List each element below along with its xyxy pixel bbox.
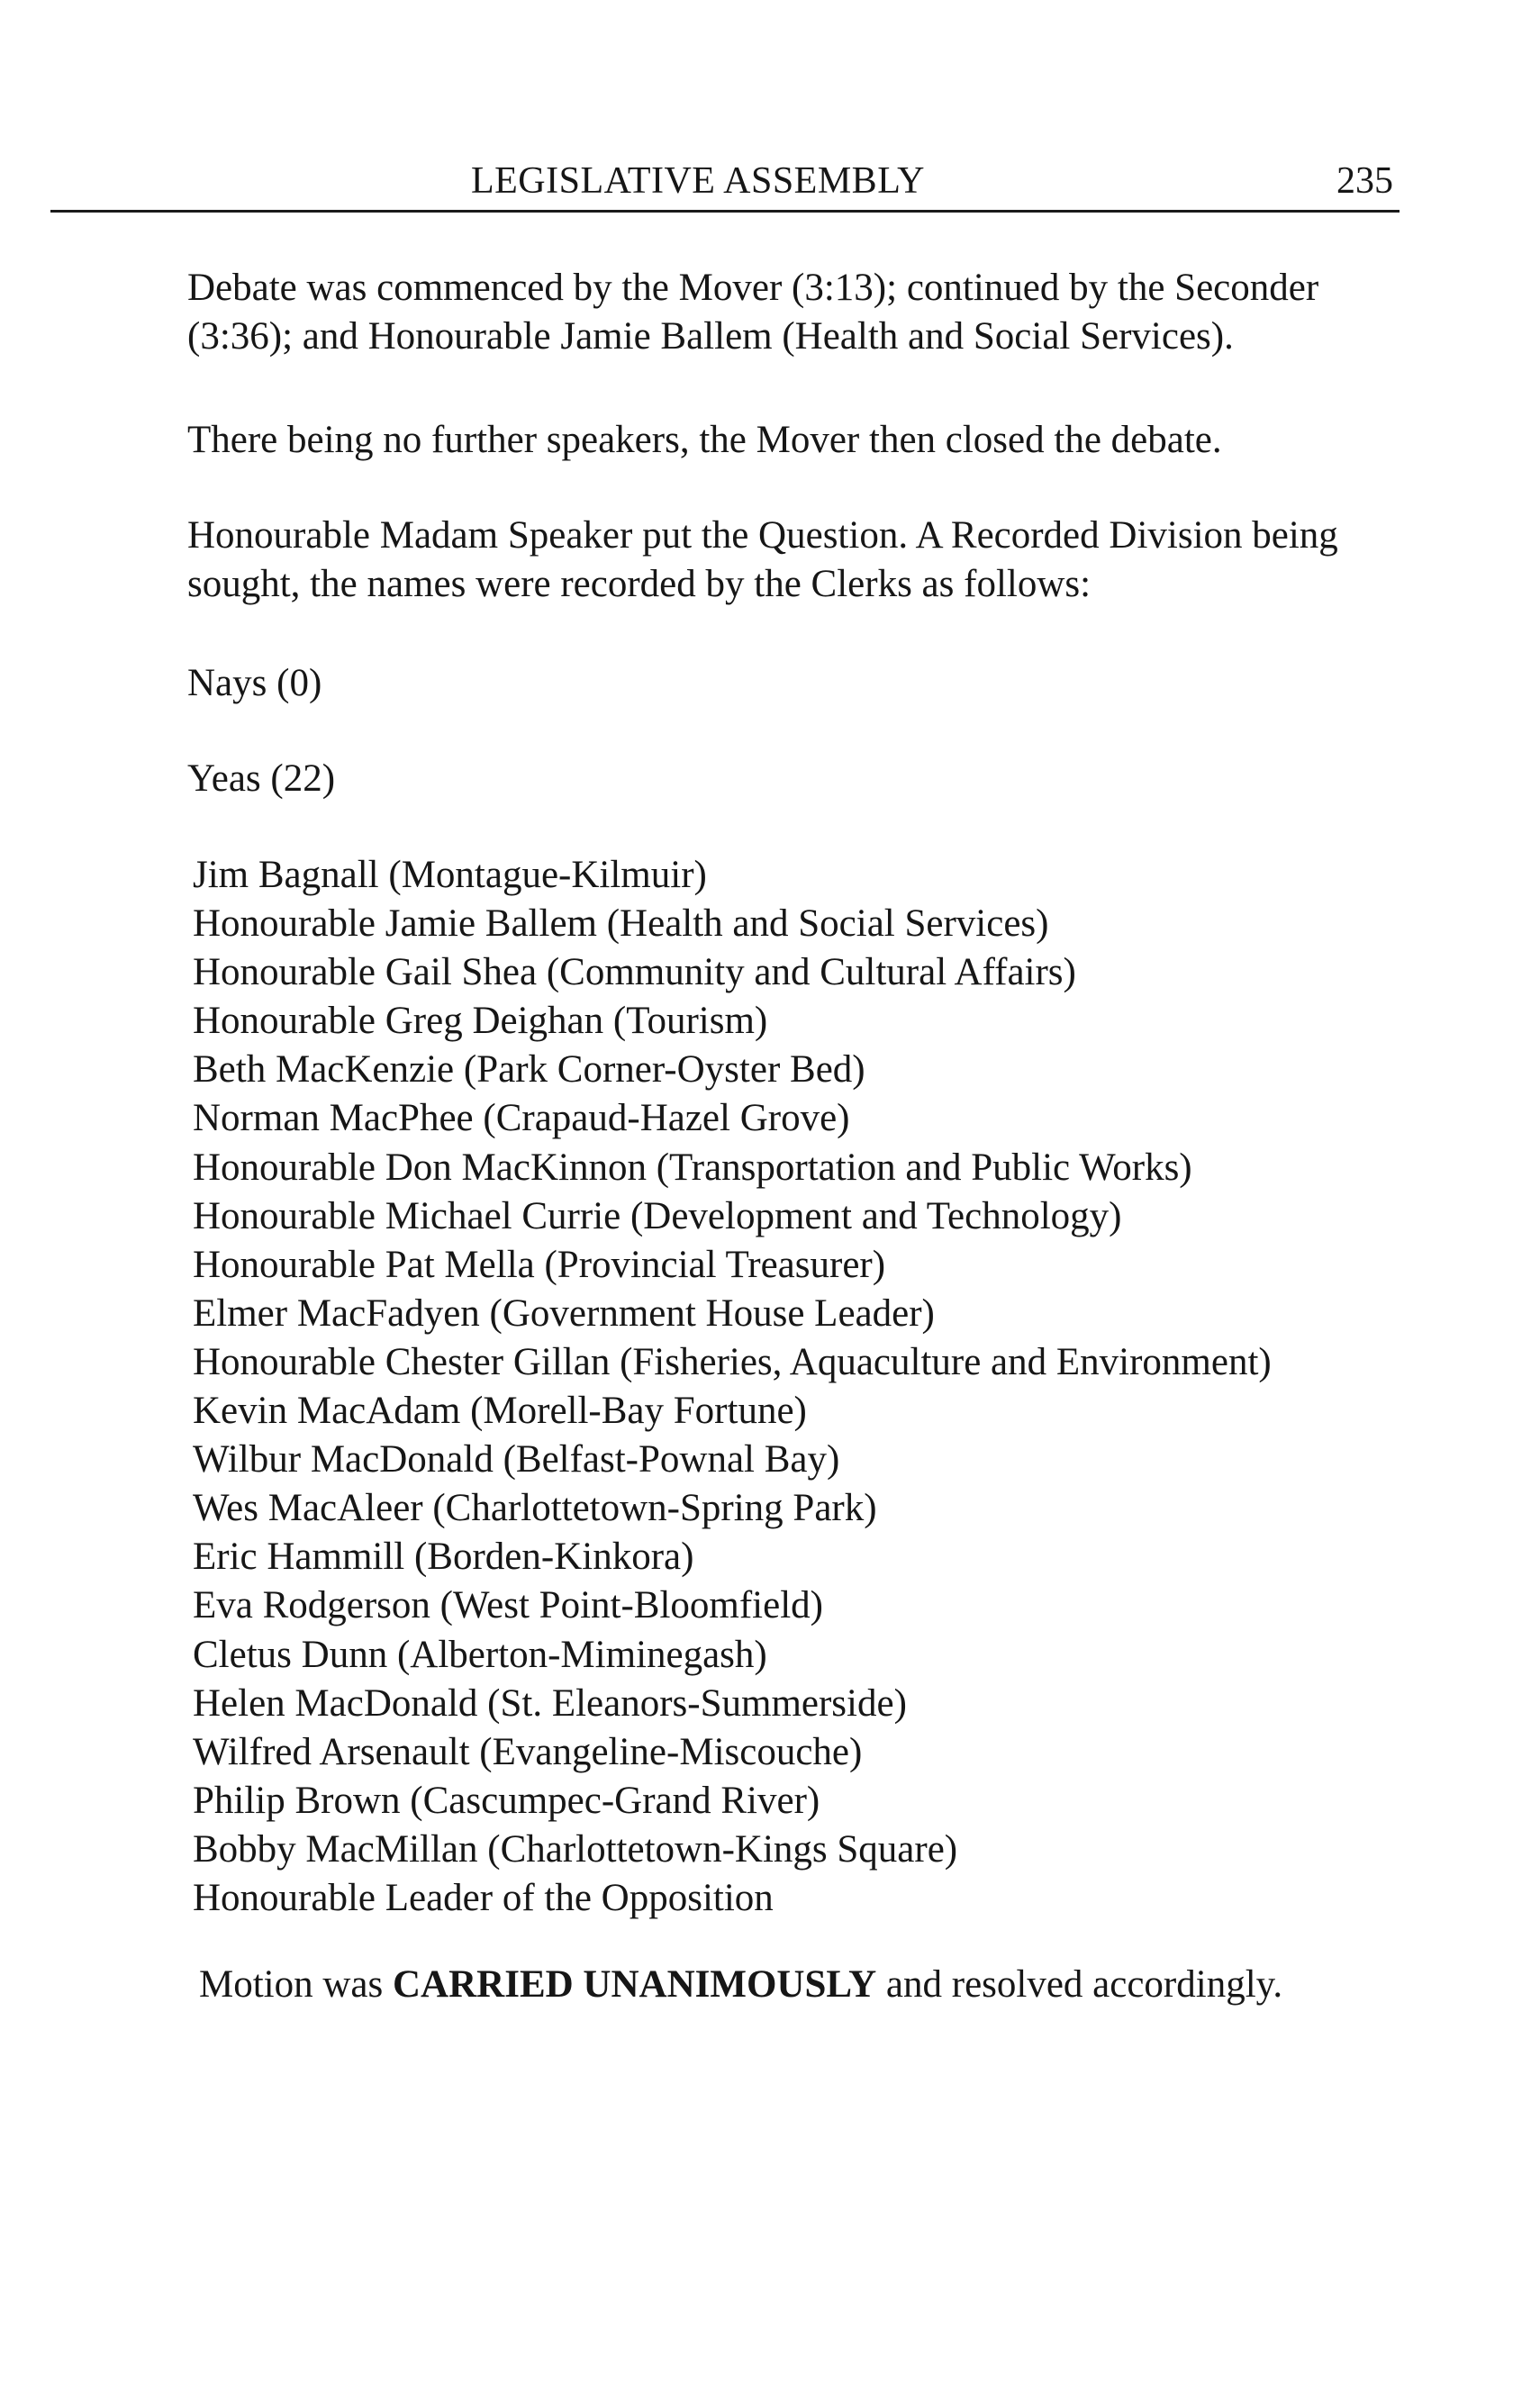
member-entry: Eva Rodgerson (West Point-Bloomfield) xyxy=(193,1584,823,1627)
member-entry: Kevin MacAdam (Morell-Bay Fortune) xyxy=(193,1390,807,1433)
member-entry: Norman MacPhee (Crapaud-Hazel Grove) xyxy=(193,1097,850,1140)
member-entry: Honourable Gail Shea (Community and Cultural Affairs) xyxy=(193,951,1076,994)
motion-result: CARRIED UNANIMOUSLY xyxy=(393,1963,877,2006)
closing-paragraph: There being no further speakers, the Mover then closed the debate. xyxy=(187,419,1222,461)
member-entry: Cletus Dunn (Alberton-Miminegash) xyxy=(193,1633,767,1676)
member-entry: Honourable Greg Deighan (Tourism) xyxy=(193,1000,768,1043)
member-entry: Wilbur MacDonald (Belfast-Pownal Bay) xyxy=(193,1438,840,1481)
member-entry: Honourable Pat Mella (Provincial Treasurer) xyxy=(193,1243,886,1286)
motion-prefix: Motion was xyxy=(199,1963,393,2006)
debate-line: (3:36); and Honourable Jamie Ballem (Health and Social Services). xyxy=(187,315,1234,358)
member-entry: Jim Bagnall (Montague-Kilmuir) xyxy=(193,854,707,896)
yeas-member-list xyxy=(193,851,1272,1923)
question-line: Honourable Madam Speaker put the Question. A Recorded Division being xyxy=(187,514,1338,557)
member-entry: Helen MacDonald (St. Eleanors-Summerside) xyxy=(193,1681,907,1725)
member-entry: Honourable Michael Currie (Development and Technology) xyxy=(193,1194,1122,1237)
question-paragraph xyxy=(187,512,1338,609)
member-entry: Elmer MacFadyen (Government House Leader) xyxy=(193,1291,935,1335)
member-entry: Honourable Chester Gillan (Fisheries, Aquaculture and Environment) xyxy=(193,1340,1272,1383)
member-entry: Honourable Don MacKinnon (Transportation and Public Works) xyxy=(193,1146,1192,1189)
member-entry: Philip Brown (Cascumpec-Grand River) xyxy=(193,1779,820,1822)
debate-line: Debate was commenced by the Mover (3:13); continued by the Seconder xyxy=(187,267,1319,309)
motion-result-statement xyxy=(199,1961,1282,2009)
yeas-heading: Yeas (22) xyxy=(187,757,336,800)
member-entry: Honourable Leader of the Opposition xyxy=(193,1876,774,1919)
member-entry: Wilfred Arsenault (Evangeline-Miscouche) xyxy=(193,1730,863,1773)
page-number: 235 xyxy=(1336,160,1393,202)
member-entry: Wes MacAleer (Charlottetown-Spring Park) xyxy=(193,1487,877,1530)
page-header-title: LEGISLATIVE ASSEMBLY xyxy=(471,160,925,202)
motion-suffix: and resolved accordingly. xyxy=(876,1963,1283,2006)
header-rule xyxy=(50,210,1400,213)
nays-heading: Nays (0) xyxy=(187,662,322,704)
member-entry: Bobby MacMillan (Charlottetown-Kings Square) xyxy=(193,1827,958,1871)
member-entry: Eric Hammill (Borden-Kinkora) xyxy=(193,1536,694,1579)
member-entry: Honourable Jamie Ballem (Health and Social Services) xyxy=(193,902,1049,946)
debate-paragraph xyxy=(187,264,1318,361)
question-line: sought, the names were recorded by the Clerks as follows: xyxy=(187,563,1092,605)
member-entry: Beth MacKenzie (Park Corner-Oyster Bed) xyxy=(193,1048,865,1092)
